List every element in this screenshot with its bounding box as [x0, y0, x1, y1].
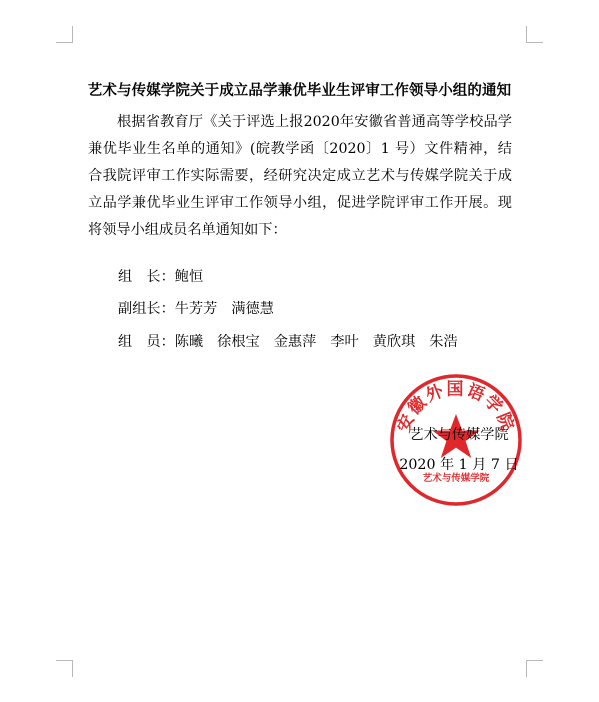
- member-name: 陈曦: [174, 334, 204, 350]
- deputy-role-label: 副组长：: [118, 301, 175, 317]
- members-line: [118, 331, 472, 351]
- member-name: 朱浩: [429, 334, 458, 350]
- members-names: [175, 334, 472, 350]
- leader-role-label: 组 长：: [118, 269, 175, 285]
- crop-mark-top-right: [526, 26, 543, 43]
- deputy-line: [118, 298, 288, 318]
- member-name: 李叶: [330, 334, 359, 350]
- crop-mark-bottom-left: [56, 660, 73, 677]
- member-name: 满德慧: [231, 301, 274, 317]
- notice-title: 艺术与传媒学院关于成立品学兼优毕业生评审工作领导小组的通知: [87, 83, 512, 99]
- leader-names: [175, 269, 217, 285]
- member-name: 鲍恒: [174, 269, 204, 285]
- member-name: 徐根宝: [217, 334, 260, 350]
- seal-outer-text: 安徽外国语学院: [393, 379, 519, 436]
- leader-line: [118, 266, 217, 286]
- crop-mark-bottom-right: [526, 660, 543, 677]
- notice-paragraph: 根据省教育厅《关于评选上报2020年安徽省普通高等学校品学兼优毕业生名单的通知》(皖教学函〔2020〕1 号）文件精神，结合我院评审工作实际需要，经研究决定成立艺术与传媒学院关于成立品学兼优毕业生评审工作领导小组，促进学院评审工作开展。现将领导小组成员名单通知如下：: [88, 114, 512, 238]
- members-role-label: 组 员：: [118, 334, 175, 350]
- signature-block: [394, 420, 524, 480]
- member-name: 牛芳芳: [174, 301, 218, 317]
- signature-org: 艺术与传媒学院: [409, 427, 509, 443]
- seal-inner-text: 艺术与传媒学院: [422, 473, 490, 484]
- signature-date: 2020 年 1 月 7 日: [399, 457, 519, 473]
- member-name: 黄欣琪: [372, 334, 416, 350]
- deputy-names: [175, 301, 288, 317]
- member-name: 金惠萍: [273, 334, 317, 350]
- crop-mark-top-left: [56, 26, 73, 43]
